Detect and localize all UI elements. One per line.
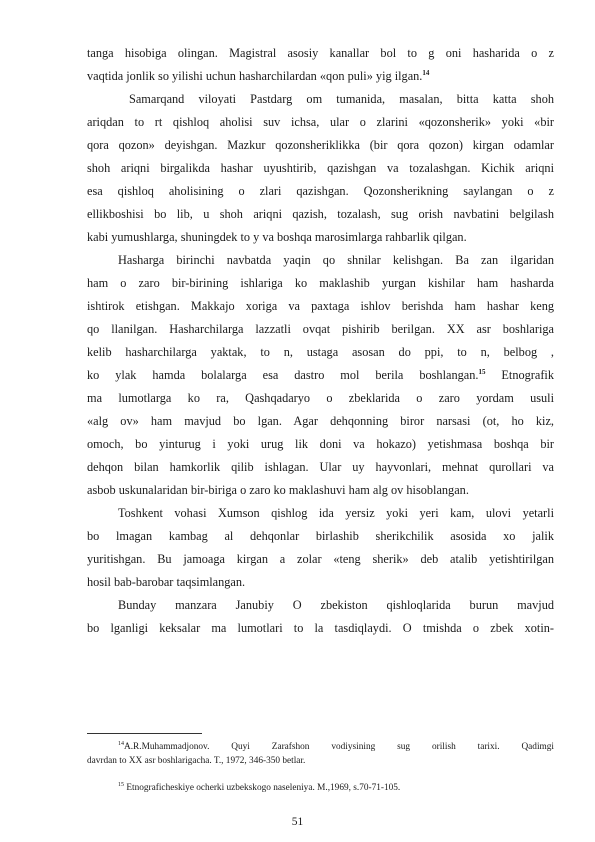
- text-line: esa qishloq aholisining o zlari qazishgan. Qozonsherikning saylangan o z: [87, 184, 554, 198]
- text-line: tanga hisobiga olingan. Magistral asosiy kanallar bol to g oni hasharida o z: [87, 46, 554, 60]
- page-number: 51: [291, 816, 304, 828]
- text-line: Bunday manzara Janubiy O zbekiston qishloqlarida burun mavjud: [118, 598, 554, 612]
- text-line: ellikboshisi bo lib, u shoh ariqni qazish, tozalash, sug orish navbatini belgilash: [87, 207, 554, 221]
- footnote-14-cont: davrdan to XX asr boshlarigacha. T., 1972, 346-350 betlar.: [87, 756, 306, 766]
- text-line: asbob uskunalaridan bir-biriga o zaro ko maklashuvi ham alg ov hisoblangan.: [87, 483, 469, 497]
- text-line: ham o zaro bir-birining ishlariga ko maklashib yurgan kishilar ham hasharda: [87, 276, 554, 290]
- text-line: «alg ov» ham mavjud bo lgan. Agar dehqonning biror narsasi (ot, ho kiz,: [87, 414, 554, 428]
- footnote-15: $^{15}$ Etnograficheskiye ocherki uzbekskogo naseleniya. M.,1969, s.70-71-105.: [118, 781, 401, 793]
- text-line: yuritishgan. Bu jamoaga kirgan a zolar «teng sherik» deb atalib yetishtirilgan: [87, 552, 554, 566]
- text-line: vaqtida jonlik so yilishi uchun hasharchilardan «qon puli» yig ilgan.$^{14}$: [87, 68, 430, 83]
- text-line: kabi yumushlarga, shuningdek to y va boshqa marosimlarga rahbarlik qilgan.: [87, 230, 467, 244]
- text-line: qora qozon» deyishgan. Mazkur qozonsheriklikka (bir qora qozon) kirgan odamlar: [87, 138, 554, 152]
- footnote-14: $^{14}$A.R.Muhammadjonov. Quyi Zarafshon vodiysining sug orilish tarixi. Qadimgi: [118, 740, 554, 752]
- footnote-divider: [87, 733, 202, 734]
- footnote-mark: 14: [118, 740, 124, 747]
- text-line: Hasharga birinchi navbatda yaqin qo shnilar kelishgan. Ba zan ilgaridan: [118, 253, 554, 267]
- text-line: Samarqand viloyati Pastdarg om tumanida, masalan, bitta katta shoh: [129, 92, 554, 106]
- text-line: ma lumotlarga ko ra, Qashqadaryo o zbeklarida o zaro yordam usuli: [87, 391, 554, 405]
- text-line: hosil bab-barobar taqsimlangan.: [87, 575, 246, 589]
- text-line: bo lmagan kambag al dehqonlar birlashib sherikchilik asosida xo jalik: [87, 529, 554, 543]
- footnote-ref-15[interactable]: 15: [478, 367, 486, 376]
- text-line: kelib hasharchilarga yaktak, to n, ustaga asosan do ppi, to n, belbog ,: [87, 345, 554, 359]
- text-line: shoh ariqni birgalikda hashar uyushtirib, qazishgan va tozalashgan. Kichik ariqni: [87, 161, 554, 175]
- footnote-mark: 15: [118, 781, 124, 788]
- text-line: omoch, bo yinturug i yoki urug lik doni va hokazo) yetishmasa boshqa bir: [87, 437, 554, 451]
- text-line: Toshkent vohasi Xumson qishlog ida yersiz yoki yeri kam, ulovi yetarli: [118, 506, 554, 520]
- text-line: ishtirok etishgan. Makkajo xoriga va paxtaga ishlov berishda ham hashar keng: [87, 299, 554, 313]
- text-line: bo lganligi keksalar ma lumotlari to la tasdiqlaydi. O tmishda o zbek xotin-: [87, 621, 554, 635]
- text-line: qo llanilgan. Hasharchilarga lazzatli ovqat pishirib berilgan. XX asr boshlariga: [87, 322, 554, 336]
- footnote-ref-14[interactable]: 14: [422, 68, 430, 77]
- text-line: ko ylak hamda bolalarga esa dastro mol berila boshlangan.$^{15}$ Etnografik: [87, 367, 554, 382]
- text-line: ariqdan to rt qishloq aholisi suv ichsa, ular o zlarini «qozonsherik» yoki «bir: [87, 115, 554, 129]
- text-line: dehqon bilan hamkorlik qilib ishlagan. Ular uy hayvonlari, mehnat qurollari va: [87, 460, 554, 474]
